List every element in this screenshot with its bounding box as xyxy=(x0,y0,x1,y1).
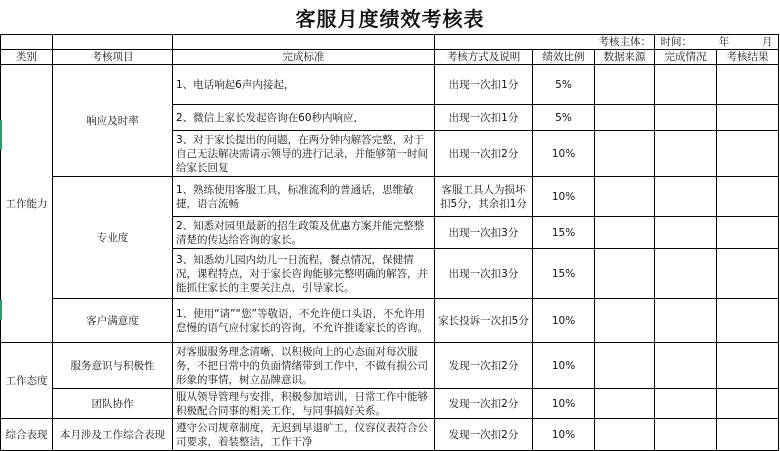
method-cell: 出现一次扣2分 xyxy=(435,131,533,177)
table-row xyxy=(1,389,779,419)
source-cell[interactable] xyxy=(595,343,655,389)
subject-label: 考核主体： xyxy=(533,35,655,50)
year-label: 年 xyxy=(718,36,730,48)
method-cell: 出现一次扣3分 xyxy=(435,249,533,299)
table-row xyxy=(1,419,779,451)
ratio-cell: 10% xyxy=(533,131,595,177)
header-result: 考核结果 xyxy=(717,50,779,65)
ratio-cell: 5% xyxy=(533,105,595,131)
standard-cell: 3、对于家长提出的问题，在两分钟内解答完整，对于自己无法解决需请示领导的进行记录，并能够第一时间给家长回复 xyxy=(173,131,435,177)
table-row xyxy=(1,343,779,389)
result-cell[interactable] xyxy=(717,389,779,419)
result-cell[interactable] xyxy=(717,177,779,217)
method-cell: 出现一次扣3分 xyxy=(435,217,533,249)
ratio-cell: 5% xyxy=(533,65,595,105)
meta-row xyxy=(1,35,779,50)
time-cell xyxy=(655,35,779,50)
item-cell: 客户满意度 xyxy=(53,299,173,343)
status-cell[interactable] xyxy=(655,131,717,177)
standard-cell: 服从领导管理与安排，积极参加培训，日常工作中能够积极配合同事的相关工作，与同事搞好关系。 xyxy=(173,389,435,419)
table-row xyxy=(1,177,779,217)
status-cell[interactable] xyxy=(655,389,717,419)
status-cell[interactable] xyxy=(655,217,717,249)
time-label: 时间： xyxy=(660,36,693,48)
standard-cell: 1、电话响起6声内接起， xyxy=(173,65,435,105)
header-ratio: 绩效比例 xyxy=(533,50,595,65)
status-cell[interactable] xyxy=(655,105,717,131)
method-cell: 出现一次扣1分 xyxy=(435,65,533,105)
standard-cell: 1、熟练使用客服工具，标准流利的普通话，思维敏捷，语言流畅 xyxy=(173,177,435,217)
ratio-cell: 10% xyxy=(533,299,595,343)
standard-cell: 2、微信上家长发起咨询在60秒内响应， xyxy=(173,105,435,131)
item-cell: 本月涉及工作综合表现 xyxy=(53,419,173,451)
selection-indicator xyxy=(0,300,2,320)
status-cell[interactable] xyxy=(655,343,717,389)
item-cell: 专业度 xyxy=(53,177,173,299)
ratio-cell: 10% xyxy=(533,389,595,419)
method-cell: 客服工具人为损坏扣5分，其余扣1分 xyxy=(435,177,533,217)
sheet-title: 客服月度绩效考核表 xyxy=(295,6,485,31)
category-work-attitude: 工作态度 xyxy=(1,343,53,419)
status-cell[interactable] xyxy=(655,249,717,299)
header-category: 类别 xyxy=(1,50,53,65)
source-cell[interactable] xyxy=(595,249,655,299)
method-cell: 发现一次扣2分 xyxy=(435,419,533,451)
result-cell[interactable] xyxy=(717,131,779,177)
standard-cell: 遵守公司规章制度，无迟到早退旷工，仪容仪表符合公司要求，着装整洁，工作干净 xyxy=(173,419,435,451)
item-cell: 响应及时率 xyxy=(53,65,173,177)
standard-cell: 3、知悉幼儿园内幼儿一日流程，餐点情况，保健情况，课程特点，对于家长咨询能够完整明确的解答，并能抓住家长的主要关注点，引导家长。 xyxy=(173,249,435,299)
source-cell[interactable] xyxy=(595,299,655,343)
header-method: 考核方式及说明 xyxy=(435,50,533,65)
result-cell[interactable] xyxy=(717,65,779,105)
result-cell[interactable] xyxy=(717,217,779,249)
table-row xyxy=(1,299,779,343)
source-cell[interactable] xyxy=(595,177,655,217)
item-cell: 服务意识与积极性 xyxy=(53,343,173,389)
standard-cell: 对客服服务理念清晰，以积极向上的心态面对每次服务，不把日常中的负面情绪带到工作中，不做有损公司形象的事情，树立品牌意识。 xyxy=(173,343,435,389)
header-source: 数据来源 xyxy=(595,50,655,65)
month-label: 月 xyxy=(761,36,773,48)
result-cell[interactable] xyxy=(717,343,779,389)
status-cell[interactable] xyxy=(655,419,717,451)
result-cell[interactable] xyxy=(717,249,779,299)
standard-cell: 1、使用“请”“您”等敬语，不允许使口头语，不允许用怠慢的语气应付家长的咨询，不允许推诿家长的咨询。 xyxy=(173,299,435,343)
ratio-cell: 10% xyxy=(533,343,595,389)
standard-cell: 2、知悉对园里最新的招生政策及优惠方案并能完整整清楚的传达给咨询的家长。 xyxy=(173,217,435,249)
method-cell: 家长投诉一次扣5分 xyxy=(435,299,533,343)
result-cell[interactable] xyxy=(717,105,779,131)
source-cell[interactable] xyxy=(595,65,655,105)
kpi-table xyxy=(0,34,779,451)
ratio-cell: 10% xyxy=(533,177,595,217)
method-cell: 发现一次扣2分 xyxy=(435,343,533,389)
ratio-cell: 10% xyxy=(533,419,595,451)
method-cell: 出现一次扣1分 xyxy=(435,105,533,131)
header-standard: 完成标准 xyxy=(173,50,435,65)
source-cell[interactable] xyxy=(595,389,655,419)
table-row xyxy=(1,65,779,105)
source-cell[interactable] xyxy=(595,131,655,177)
source-cell[interactable] xyxy=(595,217,655,249)
status-cell[interactable] xyxy=(655,65,717,105)
item-cell: 团队协作 xyxy=(53,389,173,419)
selection-indicator xyxy=(0,120,2,150)
status-cell[interactable] xyxy=(655,177,717,217)
category-work-ability: 工作能力 xyxy=(1,65,53,343)
header-item: 考核项目 xyxy=(53,50,173,65)
header-status: 完成情况 xyxy=(655,50,717,65)
source-cell[interactable] xyxy=(595,419,655,451)
result-cell[interactable] xyxy=(717,419,779,451)
result-cell[interactable] xyxy=(717,299,779,343)
header-row xyxy=(1,50,779,65)
source-cell[interactable] xyxy=(595,105,655,131)
ratio-cell: 15% xyxy=(533,249,595,299)
status-cell[interactable] xyxy=(655,299,717,343)
ratio-cell: 15% xyxy=(533,217,595,249)
category-overall: 综合表现 xyxy=(1,419,53,451)
method-cell: 发现一次扣2分 xyxy=(435,389,533,419)
